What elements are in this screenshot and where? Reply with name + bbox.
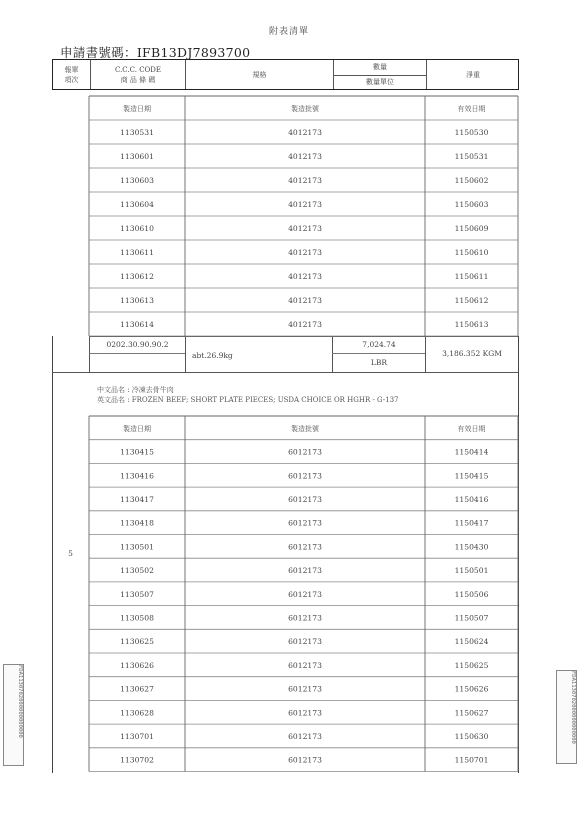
header-item-no-line2: 項次 bbox=[64, 76, 79, 84]
item-name-zh: 中文品名 : 冷凍去骨牛肉 bbox=[97, 386, 174, 394]
group1-mfg-date-cell: 1130612 bbox=[120, 272, 154, 281]
group2-expiry-cell: 1150430 bbox=[454, 542, 489, 552]
group2-batch-no-cell: 6012173 bbox=[288, 494, 322, 504]
group1-mfg-date-cell: 1130531 bbox=[120, 128, 154, 137]
application-number-label: 申請書號碼： bbox=[60, 45, 137, 60]
group2-expiry-cell: 1150630 bbox=[454, 731, 489, 741]
item-ccc-code: 0202.30.90.90.2 bbox=[106, 340, 169, 349]
group1-mfg-date-cell: 1130604 bbox=[120, 200, 154, 209]
group2-expiry-cell: 1150501 bbox=[454, 566, 489, 576]
group2-mfg-date-cell: 1130502 bbox=[120, 566, 154, 576]
group2-batch-no-cell: 6012173 bbox=[288, 447, 322, 457]
group2-batch-no-cell: 6012173 bbox=[288, 613, 322, 623]
header-net-weight: 淨重 bbox=[466, 71, 480, 79]
group2-expiry-cell: 1150416 bbox=[454, 494, 489, 504]
group2-expiry-cell: 1150414 bbox=[454, 447, 489, 457]
group2-batch-no-cell: 6012173 bbox=[288, 731, 322, 741]
group2-mfg-date-cell: 1130508 bbox=[120, 613, 154, 623]
group2-batch-no-cell: 6012173 bbox=[288, 708, 322, 718]
group2-mfg-date-header: 製造日期 bbox=[123, 424, 151, 433]
group2-expiry-cell: 1150415 bbox=[454, 471, 489, 481]
header-quantity: 數量 bbox=[373, 63, 387, 71]
group1-mfg-date-cell: 1130603 bbox=[120, 176, 154, 185]
group1-batch-no-cell: 4012173 bbox=[288, 128, 322, 137]
group1-mfg-date-header: 製造日期 bbox=[123, 105, 151, 113]
group1-batch-no-cell: 4012173 bbox=[288, 320, 322, 329]
group1-expiry-cell: 1150603 bbox=[454, 200, 489, 209]
group1-mfg-date-cell: 1130601 bbox=[120, 152, 154, 161]
header-item-no-line1: 報單 bbox=[64, 66, 79, 74]
group1-expiry-cell: 1150609 bbox=[454, 224, 489, 233]
group2-expiry-cell: 1150417 bbox=[454, 518, 489, 528]
group1-expiry-cell: 1150531 bbox=[454, 152, 489, 161]
group1-mfg-date-cell: 1130614 bbox=[120, 320, 154, 329]
group1-expiry-cell: 1150530 bbox=[454, 128, 489, 137]
group1-batch-no-cell: 4012173 bbox=[288, 176, 322, 185]
header-quantity-unit: 數量單位 bbox=[366, 78, 394, 86]
group2-mfg-date-cell: 1130417 bbox=[120, 494, 154, 504]
left-stamp: FDA1130702000000000000 bbox=[3, 664, 24, 766]
group1-batch-no-cell: 4012173 bbox=[288, 224, 322, 233]
group2-batch-no-cell: 6012173 bbox=[288, 755, 322, 765]
group1-expiry-cell: 1150613 bbox=[454, 320, 489, 329]
item-net-weight: 3,186.352 KGM bbox=[442, 349, 502, 358]
group1-batch-no-cell: 4012173 bbox=[288, 272, 322, 281]
group2-expiry-cell: 1150626 bbox=[454, 684, 489, 694]
application-number-value: IFB13DJ7893700 bbox=[136, 45, 251, 60]
group1-expiry-cell: 1150602 bbox=[454, 176, 489, 185]
group2-mfg-date-cell: 1130418 bbox=[120, 518, 154, 528]
group2-mfg-date-cell: 1130507 bbox=[120, 589, 154, 599]
group2-expiry-cell: 1150627 bbox=[454, 708, 489, 718]
page-title: 附表清單 bbox=[268, 27, 309, 37]
item-name-en: 英文品名 : FROZEN BEEF; SHORT PLATE PIECES; USDA CHOICE OR HGHR - G-137 bbox=[97, 396, 399, 404]
group1-batch-no-cell: 4012173 bbox=[288, 296, 322, 305]
right-stamp: FDA1130702000000000000 bbox=[556, 670, 577, 764]
group2-batch-no-cell: 6012173 bbox=[288, 566, 322, 576]
group2-mfg-date-cell: 1130701 bbox=[120, 731, 154, 741]
group2-mfg-date-cell: 1130702 bbox=[120, 755, 154, 765]
item-quantity: 7,024.74 bbox=[362, 340, 396, 349]
group2-batch-no-cell: 6012173 bbox=[288, 542, 322, 552]
group2-batch-no-cell: 6012173 bbox=[288, 637, 322, 647]
group1-mfg-date-cell: 1130611 bbox=[120, 248, 154, 257]
group1-batch-no-header: 製造批號 bbox=[291, 105, 319, 113]
group1-expiry-cell: 1150611 bbox=[454, 272, 489, 281]
group2-batch-no-cell: 6012173 bbox=[288, 518, 322, 528]
group2-batch-no-cell: 6012173 bbox=[288, 471, 322, 481]
group2-mfg-date-cell: 1130415 bbox=[120, 447, 154, 457]
header-ccc-code-line2: 商 品 條 碼 bbox=[120, 76, 156, 84]
group1-expiry-cell: 1150610 bbox=[454, 248, 489, 257]
group2-expiry-cell: 1150701 bbox=[454, 755, 489, 765]
header-spec: 規格 bbox=[252, 71, 267, 79]
group2-expiry-header: 有效日期 bbox=[457, 424, 486, 433]
group2-expiry-cell: 1150507 bbox=[454, 613, 489, 623]
group2-mfg-date-cell: 1130626 bbox=[120, 660, 154, 670]
item-unit: LBR bbox=[370, 358, 388, 367]
group2-mfg-date-cell: 1130501 bbox=[120, 542, 154, 552]
group2-expiry-cell: 1150625 bbox=[454, 660, 489, 670]
group2-batch-no-cell: 6012173 bbox=[288, 589, 322, 599]
group2-mfg-date-cell: 1130628 bbox=[120, 708, 154, 718]
group2-batch-no-cell: 6012173 bbox=[288, 660, 322, 670]
group1-expiry-header: 有效日期 bbox=[457, 105, 486, 113]
header-ccc-code-line1: C.C.C. CODE bbox=[114, 66, 162, 74]
group1-expiry-cell: 1150612 bbox=[454, 296, 489, 305]
group2-batch-no-header: 製造批號 bbox=[291, 424, 319, 433]
group2-expiry-cell: 1150624 bbox=[454, 637, 489, 647]
group1-batch-no-cell: 4012173 bbox=[288, 248, 322, 257]
group2-expiry-cell: 1150506 bbox=[454, 589, 489, 599]
group2-mfg-date-cell: 1130416 bbox=[120, 471, 154, 481]
group1-batch-no-cell: 4012173 bbox=[288, 152, 322, 161]
group2-mfg-date-cell: 1130625 bbox=[120, 637, 154, 647]
group2-mfg-date-cell: 1130627 bbox=[120, 684, 154, 694]
item-number: 5 bbox=[68, 549, 73, 558]
group1-mfg-date-cell: 1130613 bbox=[120, 296, 154, 305]
group1-batch-no-cell: 4012173 bbox=[288, 200, 322, 209]
group1-mfg-date-cell: 1130610 bbox=[120, 224, 154, 233]
group2-batch-no-cell: 6012173 bbox=[288, 684, 322, 694]
item-spec: abt.26.9kg bbox=[192, 351, 233, 360]
